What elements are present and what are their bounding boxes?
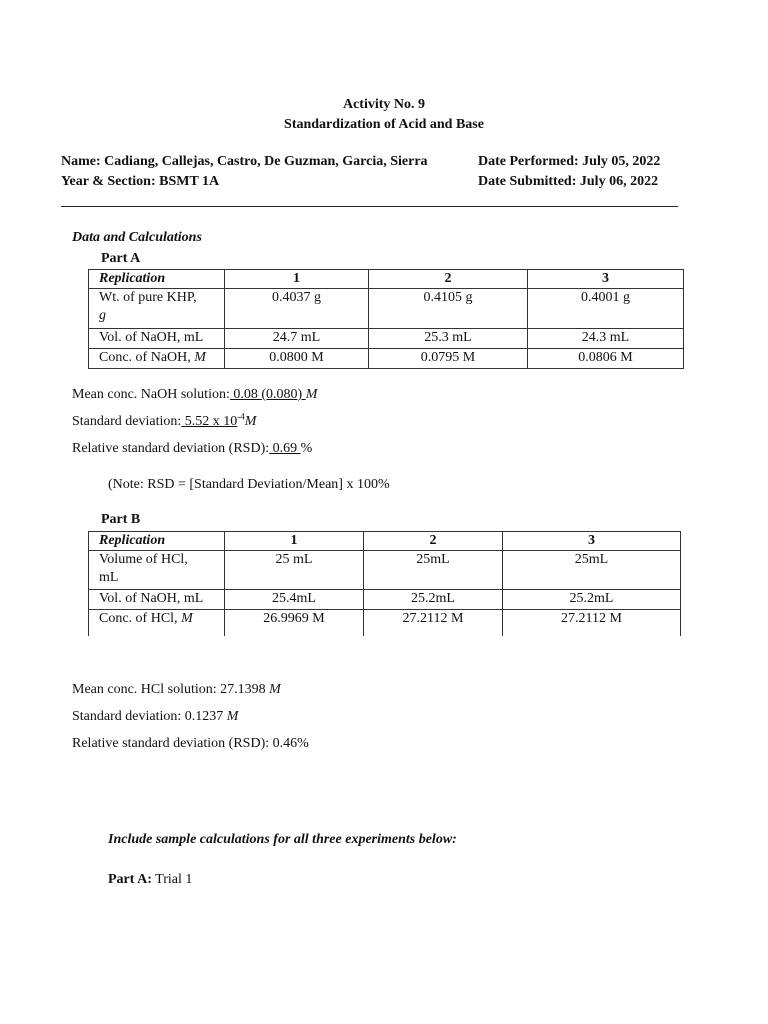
table-cell: 0.0795 M <box>369 349 528 369</box>
column-header-2: 2 <box>369 270 528 289</box>
row-label <box>89 349 225 369</box>
date-performed-line <box>478 154 660 170</box>
part-a-title: Part A <box>101 251 141 266</box>
mean-label: Mean conc. HCl solution: 27.1398 <box>72 682 270 697</box>
table-cell: 25.4mL <box>225 590 364 610</box>
table-cell: 0.0806 M <box>528 349 684 369</box>
row-label-unit: M <box>194 350 206 365</box>
sd-label: Standard deviation: 0.1237 <box>72 709 227 724</box>
table-cell: 25.2mL <box>364 590 503 610</box>
part-b-rsd-line: Relative standard deviation (RSD): 0.46% <box>72 736 309 751</box>
table-row <box>89 551 681 590</box>
name-label: Name: <box>61 154 101 169</box>
row-label-text: Vol. of NaOH, mL <box>99 591 204 606</box>
column-header-1: 1 <box>225 532 364 551</box>
table-cell: 25.3 mL <box>369 329 528 349</box>
column-header-1: 1 <box>225 270 369 289</box>
mean-value: 0.08 (0.080) <box>229 387 306 402</box>
column-header-replication: Replication <box>89 532 225 551</box>
table-cell: 27.2112 M <box>503 610 681 636</box>
part-b-sd-line <box>72 709 238 725</box>
row-label-text: Wt. of pure KHP, <box>99 290 197 305</box>
table-cell: 0.4037 g <box>225 289 369 329</box>
part-a-mean-line <box>72 387 317 403</box>
date-submitted-line <box>478 174 658 190</box>
table-cell: 25.2mL <box>503 590 681 610</box>
trial-label: Part A: <box>108 872 152 887</box>
table-row <box>89 329 684 349</box>
part-b-title: Part B <box>101 512 141 527</box>
mean-unit: M <box>269 682 281 697</box>
table-cell: 27.2112 M <box>364 610 503 636</box>
part-a-table <box>88 269 684 369</box>
row-label-unit: g <box>99 308 106 323</box>
part-b-header-row <box>89 532 681 551</box>
row-label-unit: mL <box>99 570 119 585</box>
table-row <box>89 590 681 610</box>
mean-unit: M <box>305 387 318 402</box>
sd-unit: M <box>244 414 257 429</box>
table-cell: 26.9969 M <box>225 610 364 636</box>
part-a-header-row <box>89 270 684 289</box>
row-label <box>89 551 225 590</box>
table-row <box>89 349 684 369</box>
mean-label: Mean conc. NaOH solution: <box>72 387 230 402</box>
activity-number: Activity No. 9 <box>342 97 426 112</box>
names-value: Cadiang, Callejas, Castro, De Guzman, Garcia, Sierra <box>104 154 428 169</box>
trial-line <box>108 872 192 888</box>
row-label-text: Vol. of NaOH, mL <box>99 330 204 345</box>
table-cell: 24.3 mL <box>528 329 684 349</box>
column-header-replication: Replication <box>89 270 225 289</box>
table-row <box>89 289 684 329</box>
sd-label: Standard deviation: <box>72 414 182 429</box>
date-submitted-label: Date Submitted: <box>478 174 577 189</box>
year-label: Year & Section: <box>61 174 156 189</box>
year-section-value: BSMT 1A <box>159 174 220 189</box>
table-cell: 25 mL <box>225 551 364 590</box>
part-b-mean-line <box>72 682 281 698</box>
row-label <box>89 590 225 610</box>
rsd-value: 0.69 <box>269 441 301 456</box>
rsd-unit: % <box>300 441 313 456</box>
date-submitted-value: July 06, 2022 <box>579 174 659 189</box>
table-cell: 0.4105 g <box>369 289 528 329</box>
table-cell: 25mL <box>503 551 681 590</box>
rsd-label: Relative standard deviation (RSD): <box>72 441 270 456</box>
table-cell: 24.7 mL <box>225 329 369 349</box>
row-label-unit: M <box>181 611 193 626</box>
table-cell: 0.4001 g <box>528 289 684 329</box>
sd-value: 5.52 x 10 <box>181 414 238 429</box>
row-label-text: Conc. of HCl, <box>99 611 182 626</box>
column-header-3: 3 <box>528 270 684 289</box>
part-b-table <box>88 531 681 636</box>
row-label <box>89 329 225 349</box>
date-performed-label: Date Performed: <box>478 154 579 169</box>
part-a-rsd-line <box>72 441 312 457</box>
trial-value: Trial 1 <box>151 872 193 887</box>
part-a-sd-line <box>72 411 257 430</box>
row-label <box>89 610 225 636</box>
column-header-3: 3 <box>503 532 681 551</box>
sd-exponent: -4 <box>237 411 245 422</box>
rsd-note: (Note: RSD = [Standard Deviation/Mean] x 100% <box>108 477 390 492</box>
row-label-text: Conc. of NaOH, <box>99 350 195 365</box>
section-title: Data and Calculations <box>72 230 202 245</box>
instructions: Include sample calculations for all three experiments below: <box>108 832 457 847</box>
row-label-text: Volume of HCl, <box>99 552 188 567</box>
activity-title: Standardization of Acid and Base <box>284 117 484 132</box>
column-header-2: 2 <box>364 532 503 551</box>
row-label <box>89 289 225 329</box>
table-cell: 0.0800 M <box>225 349 369 369</box>
names-line <box>61 154 428 170</box>
header-divider <box>61 206 678 207</box>
date-performed-value: July 05, 2022 <box>582 154 661 169</box>
sd-unit: M <box>226 709 239 724</box>
year-section-line <box>61 174 219 190</box>
table-cell: 25mL <box>364 551 503 590</box>
table-row <box>89 610 681 636</box>
